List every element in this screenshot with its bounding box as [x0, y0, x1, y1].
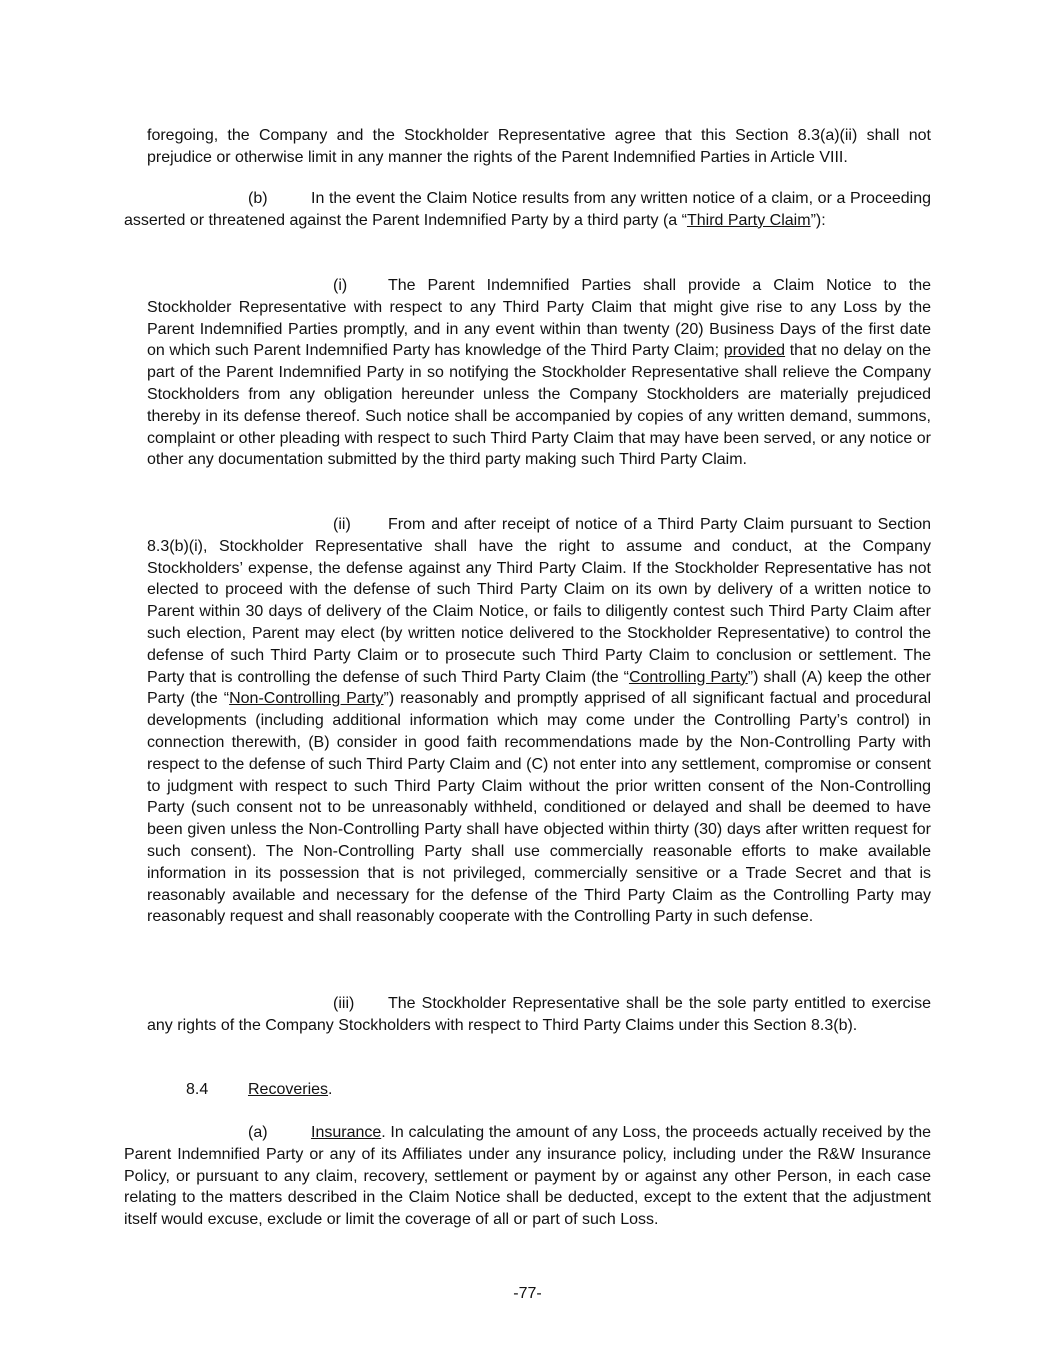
paragraph-text: that no delay on the part of the Parent Indemnified Party in so notifying the Stockholder Representative shall relieve the Company Stockholders from any obligation hereunder unless the Company Stockholders are materially prejudiced thereby in its defense thereof. Such notice shall be accompanied by copies of any written demand, summons, complaint or other pleading with respect to such Third Party Claim that may have been served, or any notice or other any documentation submitted by the third party making such Third Party Claim. — [147, 342, 932, 469]
paragraph-label: (i) — [333, 277, 348, 294]
paragraph-b — [124, 188, 931, 232]
paragraph-label: (a) — [248, 1124, 268, 1141]
underlined-term: provided — [723, 342, 786, 360]
paragraph-text: The Parent Indemnified Parties shall provide a Claim Notice to the Stockholder Representative with respect to any Third Party Claim that might give rise to any Loss by the Parent Indemnified Parties promptly, and in any event within than twenty (20) Business Days of the first date on which such Parent Indemnified Party has knowledge of the Third Party Claim; — [147, 277, 931, 360]
page-number: -77- — [513, 1285, 542, 1302]
paragraph-b-ii — [147, 514, 931, 928]
section-number: 8.4 — [186, 1081, 209, 1098]
defined-term: Non-Controlling Party — [229, 690, 384, 708]
paragraph-label: (ii) — [333, 516, 351, 533]
paragraph-text: The Stockholder Representative shall be the sole party entitled to exercise any rights of the Company Stockholders with respect to Third Party Claims under this Section 8.3(b). — [147, 995, 931, 1034]
paragraph-continuation — [147, 125, 931, 169]
paragraph-text: foregoing, the Company and the Stockholder Representative agree that this Section 8.3(a)(ii) shall not prejudice or otherwise limit in any manner the rights of the Parent Indemnified Parties in Article VIII. — [147, 127, 931, 166]
paragraph-text: . In calculating the amount of any Loss, the proceeds actually received by the Parent Indemnified Party or any of its Affiliates under any insurance policy, including under the R&W Insurance Policy, or pursuant to any claim, recovery, settlement or payment by or against any other Person, in each case relating to the matters described in the Claim Notice shall be deducted, except to the extent that the adjustment itself would excuse, exclude or limit the coverage of all or part of such Loss. — [124, 1124, 931, 1229]
paragraph-b-iii — [147, 993, 931, 1037]
paragraph-a-insurance — [124, 1122, 931, 1231]
paragraph-text: From and after receipt of notice of a Third Party Claim pursuant to Section 8.3(b)(i), Stockholder Representative shall have the right to assume and conduct, at the Company Stockholders’ expense, the defense against any Third Party Claim. If the Stockholder Representative has not elected to proceed with the defense of such Third Party Claim on its own by delivery of a written notice to Parent within 30 days of delivery of the Claim Notice, or fails to diligently contest such Third Party Claim after such election, Parent may elect (by written notice delivered to the Stockholder Representative) to control the defense of such Third Party Claim or to prosecute such Third Party Claim to conclusion or settlement. The Party that is controlling the defense of such Third Party Claim (the “ — [147, 516, 931, 686]
section-title-end: . — [328, 1081, 333, 1098]
paragraph-b-i — [147, 275, 931, 471]
defined-term: Third Party Claim — [686, 211, 811, 229]
paragraph-text: ”) shall (A) keep the other Party (the “ — [147, 668, 931, 708]
section-heading — [186, 1079, 786, 1101]
paragraph-label: (b) — [248, 190, 268, 207]
section-title: Recoveries — [248, 1081, 329, 1098]
paragraph-text: In the event the Claim Notice results from any written notice of a claim, or a Proceeding asserted or threatened against the Parent Indemnified Party by a third party (a “ — [124, 190, 931, 229]
paragraph-label: (iii) — [333, 995, 355, 1012]
paragraph-heading: Insurance — [311, 1124, 382, 1141]
paragraph-text: ”) reasonably and promptly apprised of all significant factual and procedural developments (including additional information which may come under the Controlling Party’s control) in connection therewith, (B) consider in good faith recommendations made by the Non-Controlling Party with respect to the defense of such Third Party Claim and (C) not enter into any settlement, compromise or consent to judgment with respect to such Third Party Claim without the prior written consent of the Non-Controlling Party (such consent not to be unreasonably withheld, conditioned or delayed and shall be deemed to have been given unless the Non-Controlling Party shall have objected within thirty (30) days after written request for such consent). The Non-Controlling Party shall use commercially reasonable efforts to make available information in its possession that is not privileged, commercially sensitive or a Trade Secret and that is reasonably available and necessary for the defense of the Third Party Claim as the Controlling Party may reasonably request and shall reasonably cooperate with the Controlling Party in such defense. — [147, 690, 932, 926]
paragraph-text: ”): — [810, 211, 826, 229]
defined-term: Controlling Party — [628, 668, 748, 686]
